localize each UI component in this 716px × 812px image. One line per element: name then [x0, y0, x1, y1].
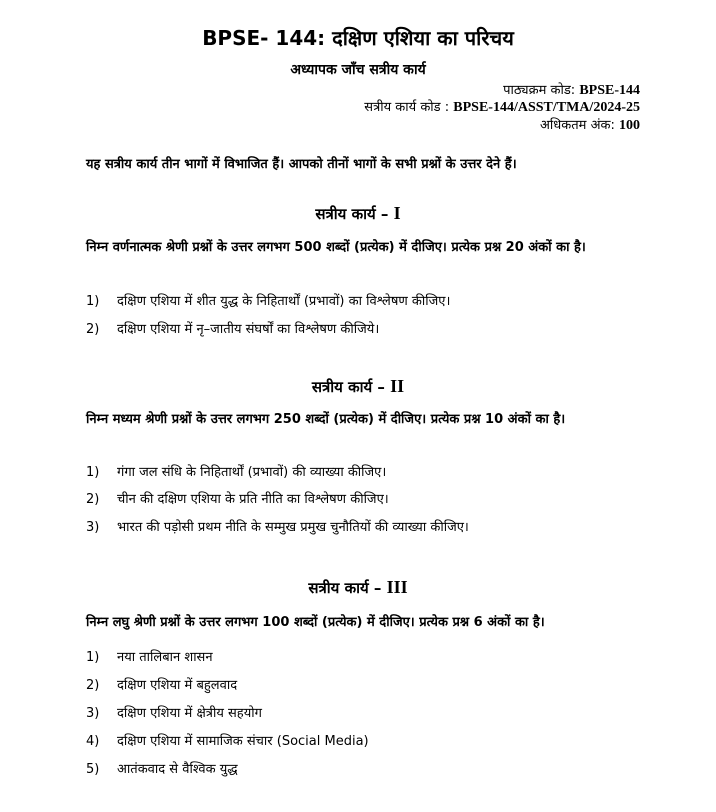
question-text: आतंकवाद से वैश्विक युद्ध: [117, 762, 238, 777]
section-heading-text: सत्रीय कार्य –: [311, 378, 385, 396]
question-text: दक्षिण एशिया में क्षेत्रीय सहयोग: [117, 706, 262, 721]
section-note-1: निम्न वर्णनात्मक श्रेणी प्रश्नों के उत्तर लगभग 500 शब्दों (प्रत्येक) में दीजिए। प्रत्येक प्रश्न 20 अंकों का है।: [86, 240, 586, 255]
question-item: [86, 675, 237, 693]
section-heading-text: सत्रीय कार्य –: [315, 205, 389, 223]
question-text: भारत की पड़ोसी प्रथम नीति के सम्मुख प्रमुख चुनौतियों की व्याख्या कीजिए।: [117, 520, 469, 535]
document-subtitle: अध्यापक जाँच सत्रीय कार्य: [290, 62, 426, 78]
course-code-label: पाठ्यक्रम कोड:: [503, 83, 576, 98]
general-instruction: यह सत्रीय कार्य तीन भागों में विभाजित हैं। आपको तीनों भागों के सभी प्रश्नों के उत्तर देने हैं।: [86, 157, 517, 172]
question-text: दक्षिण एशिया में सामाजिक संचार (Social Media): [117, 734, 369, 749]
question-text: नया तालिबान शासन: [117, 650, 213, 665]
question-number: 1): [86, 650, 100, 665]
question-number: 3): [86, 520, 100, 535]
question-number: 4): [86, 734, 100, 749]
question-text: गंगा जल संधि के निहितार्थों (प्रभावों) की व्याख्या कीजिए।: [117, 465, 387, 480]
question-number: 2): [86, 492, 100, 507]
section-heading-text: सत्रीय कार्य –: [308, 579, 382, 597]
section-roman-numeral: III: [386, 577, 408, 597]
question-number: 2): [86, 322, 100, 337]
assignment-code-label: सत्रीय कार्य कोड :: [364, 100, 450, 115]
question-number: 1): [86, 465, 100, 480]
question-text: दक्षिण एशिया में बहुलवाद: [117, 678, 238, 693]
section-heading-2: [0, 376, 716, 397]
question-text: दक्षिण एशिया में नृ–जातीय संघर्षों का विश्लेषण कीजिये।: [117, 322, 380, 337]
question-text: चीन की दक्षिण एशिया के प्रति नीति का विश्लेषण कीजिए।: [117, 492, 389, 507]
max-marks-value: 100: [619, 118, 640, 133]
assignment-code-value: BPSE-144/ASST/TMA/2024-25: [453, 100, 640, 115]
question-item: [86, 517, 469, 535]
question-number: 3): [86, 706, 100, 721]
section-roman-numeral: I: [393, 203, 401, 223]
question-text: दक्षिण एशिया में शीत युद्ध के निहितार्थों (प्रभावों) का विश्लेषण कीजिए।: [117, 294, 451, 309]
question-item: [86, 291, 450, 309]
max-marks-line: [540, 115, 640, 134]
document-title: BPSE- 144: दक्षिण एशिया का परिचय: [202, 26, 514, 50]
assignment-code-line: [364, 97, 640, 116]
question-number: 2): [86, 678, 100, 693]
section-heading-3: [0, 577, 716, 598]
section-heading-1: [0, 203, 716, 224]
question-item: [86, 647, 213, 665]
max-marks-label: अधिकतम अंक:: [539, 118, 615, 133]
question-number: 5): [86, 762, 100, 777]
course-code-value: BPSE-144: [579, 83, 640, 98]
section-note-2: निम्न मध्यम श्रेणी प्रश्नों के उत्तर लगभग 250 शब्दों (प्रत्येक) में दीजिए। प्रत्येक प्रश्न 10 अंकों का है।: [86, 412, 566, 427]
question-number: 1): [86, 294, 100, 309]
section-roman-numeral: II: [390, 376, 405, 396]
question-item: [86, 462, 386, 480]
question-item: [86, 703, 262, 721]
question-item: [86, 759, 238, 777]
question-item: [86, 731, 369, 749]
question-item: [86, 489, 389, 507]
section-note-3: निम्न लघु श्रेणी प्रश्नों के उत्तर लगभग 100 शब्दों (प्रत्येक) में दीजिए। प्रत्येक प्रश्न 6 अंकों का है।: [86, 615, 545, 630]
question-item: [86, 319, 379, 337]
